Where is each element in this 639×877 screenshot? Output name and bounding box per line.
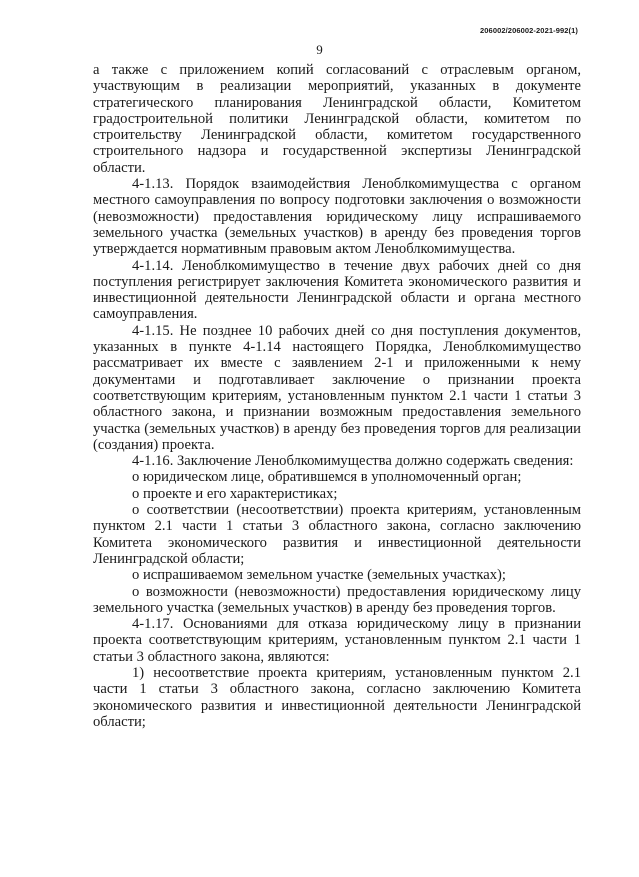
paragraph-4-1-15: 4-1.15. Не позднее 10 рабочих дней со дня поступления документов, указанных в пункте 4-1.14 настоящего Порядка, Леноблкомимущество рассматривает их вместе с заявлением 2-1 и приложенными к нему документами и подготавливает заключение о признании проекта соответствующим критериям, установленным пунктом 2.1 части 1 статьи 3 областного закона, и признании возможным предоставления земельного участка (земельных участков) в аренду без проведения торгов для реализации (создания) проекта. (93, 322, 581, 453)
paragraph-4-1-14: 4-1.14. Леноблкомимущество в течение двух рабочих дней со дня поступления регистрирует заключения Комитета экономического развития и инвестиционной деятельности Ленинградской области и органа местного самоуправления. (93, 257, 581, 323)
list-item-land-plot: о испрашиваемом земельном участке (земельных участках); (132, 567, 506, 584)
paragraph-4-1-16: 4-1.16. Заключение Леноблкомимущества должно содержать сведения: (132, 453, 574, 470)
document-code: 206002/206002-2021-992(1) (480, 26, 578, 35)
paragraph-4-1-13: 4-1.13. Порядок взаимодействия Леноблкомимущества с органом местного самоуправления по вопросу подготовки заключения о возможности (невозможности) предоставления юридическому лицу испрашиваемого земельного участка (земельных участков) в аренду без проведения торгов утверждается нормативным правовым актом Леноблкомимущества. (93, 176, 581, 258)
paragraph-continuation: а также с приложением копий согласований с отраслевым органом, участвующим в реализации мероприятий, указанных в документе стратегического планирования Ленинградской области, Комитетом градостроительной политики Ленинградской области, комитетом по строительству Ленинградской области, комитетом государственного строительного надзора и государственной экспертизы Ленинградской области. (93, 62, 581, 176)
list-item-possibility: о возможности (невозможности) предоставления юридическому лицу земельного участка (земельных участков) в аренду без проведения торгов. (93, 583, 581, 616)
paragraph-4-1-17: 4-1.17. Основаниями для отказа юридическому лицу в признании проекта соответствующим критериям, установленным пунктом 2.1 части 1 статьи 3 областного закона, являются: (93, 616, 581, 665)
list-item-project: о проекте и его характеристиках; (132, 485, 338, 502)
page-number: 9 (316, 42, 323, 57)
list-item-compliance: о соответствии (несоответствии) проекта критериям, установленным пунктом 2.1 части 1 статьи 3 областного закона, согласно заключению Комитета экономического развития и инвестиционной деятельности Ленинградской области; (93, 502, 581, 567)
document-body (93, 62, 581, 730)
list-item-refusal-1: 1) несоответствие проекта критериям, установленным пунктом 2.1 части 1 статьи 3 областного закона, согласно заключению Комитета экономического развития и инвестиционной деятельности Ленинградской области; (93, 664, 581, 730)
list-item-legal-entity: о юридическом лице, обратившемся в уполномоченный орган; (132, 469, 522, 486)
